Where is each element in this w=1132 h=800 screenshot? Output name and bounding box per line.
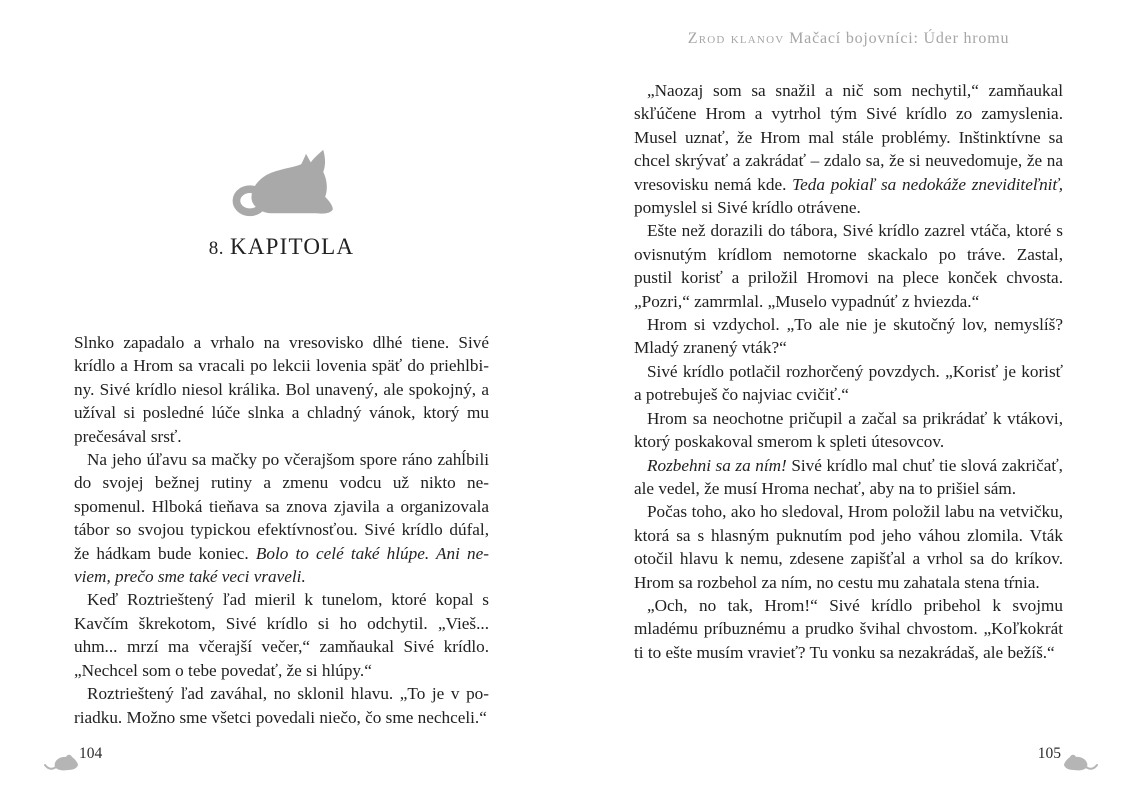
paragraph: [634, 219, 1063, 313]
paragraph: [634, 407, 1063, 454]
text-segment: Sivé krídlo mal chuť tie slová zakričať, ale vedel, že musí Hroma nechať, aby na to prišiel sám.: [634, 455, 1063, 498]
cat-silhouette-icon: [226, 147, 336, 219]
chapter-number: 8.: [208, 238, 225, 259]
text-segment: „Naozaj som sa snažil a nič som nechytil,“ zamňaukal skľúčene Hrom a vytrhol tým Sivé krídlo zo zamyslenia. Musel uznať, že Hrom mal stále problémy. Inštinktívne sa chcel skrývať a zakrádať – zdalo sa, že si neuvedomuje, že na vresovisku nemá kde.: [634, 81, 1063, 194]
paragraph: [634, 454, 1063, 501]
text-segment: „Och, no tak, Hrom!“ Sivé krídlo pribehol k svojmu mladému príbuznému a prudko švihal chvostom. „Koľkokrát ti to ešte musím vravieť? Tu vonku sa nezakrádaš, ale bežíš.“: [634, 595, 1063, 662]
paragraph: [74, 682, 489, 729]
mouse-body: [1064, 755, 1087, 771]
text-segment: Roztrieštený ľad zaváhal, no sklonil hlavu. „To je v poriadku. Možno sme všetci povedali niečo, čo sme nechceli.“: [74, 684, 489, 727]
mouse-body: [55, 755, 78, 771]
left-page-text: [74, 331, 489, 729]
text-segment: Slnko zapadalo a vrhalo na vresovisko dlhé tiene. Sivé krídlo a Hrom sa vracali po lekcii lovenia späť do priehlbiny. Sivé krídlo niesol králika. Bol unavený, ale spokojný, a užíval si posledné lúče slnka a chladný vánok, ktorý mu prečesával srsť.: [74, 333, 489, 446]
text-segment-italic: Teda pokiaľ sa nedokáže zneviditeľniť,: [792, 174, 1063, 194]
paragraph: [634, 313, 1063, 360]
chapter-heading: [74, 234, 489, 260]
paragraph: [74, 588, 489, 682]
paragraph: [634, 360, 1063, 407]
paragraph: [634, 500, 1063, 594]
text-segment: pomyslel si Sivé krídlo otrávene.: [634, 198, 861, 218]
mouse-silhouette-icon: [1063, 752, 1098, 774]
series-name: Zrod klanov: [687, 30, 785, 47]
mouse-tail: [1086, 765, 1097, 769]
text-segment: Sivé krídlo potlačil rozhorčený povzdych. „Korisť je korisť a potrebuješ čo najviac cvičiť.“: [634, 361, 1063, 405]
mouse-tail: [45, 765, 56, 769]
text-segment-italic: Bolo to celé také hlúpe. Ani neviem, prečo sme také veci vraveli.: [74, 543, 490, 587]
text-segment-italic: Rozbehni sa za ním!: [647, 455, 787, 475]
text-segment: Hrom si vzdychol. „To ale nie je skutočný lov, nemyslíš? Mladý zranený vták?“: [634, 315, 1063, 358]
book-title: Mačací bojovníci: Úder hromu: [784, 30, 1010, 47]
text-segment: Keď Roztrieštený ľad mieril k tunelom, ktoré kopal s Kavčím škrekotom, Sivé krídlo si ho odchytil. „Vieš... uhm... mrzí ma včerajší večer,“ zamňaukal Sivé krídlo. „Nechcel som o tebe povedať, že si hlúpy.“: [74, 590, 489, 680]
chapter-title: KAPITOLA: [230, 234, 355, 259]
paragraph: [74, 331, 489, 448]
cat-body: [251, 150, 332, 214]
text-segment: Na jeho úľavu sa mačky po včerajšom spore ráno zahĺbili do svojej bežnej rutiny a zmenu vodcu už nikto nespomenul. Hlboká tieňava sa znova zjavila a organizovala tábor so svojou typickou efektívnosťou. Sivé krídlo dúfal, že hádkam bude koniec.: [74, 450, 489, 563]
right-page-text: [634, 79, 1063, 664]
paragraph: [634, 594, 1063, 664]
page-number-right: 105: [1037, 745, 1061, 762]
text-segment: Hrom sa neochotne pričupil a začal sa prikrádať k vtákovi, ktorý poskakoval smerom k spleti útesovcov.: [634, 408, 1063, 452]
page-number-left: 104: [79, 745, 103, 762]
running-header: [634, 30, 1063, 48]
mouse-silhouette-icon: [44, 752, 79, 774]
paragraph: [634, 79, 1063, 219]
paragraph: [74, 448, 489, 588]
text-segment: Počas toho, ako ho sledoval, Hrom položil labu na vetvičku, ktorá sa s hlasným puknutím pod jeho váhou zlomila. Vták otočil hlavu k nemu, zdesene zapišťal a vrhol sa do kríkov. Hrom sa rozbehol za ním, no cestu mu zahatala stena tŕnia.: [634, 502, 1063, 592]
text-segment: Ešte než dorazili do tábora, Sivé krídlo zazrel vtáča, ktoré s ovisnutým krídlom nemotorne skackalo po tráve. Zastal, pustil korisť a priložil Hromovi na plece konček chvosta. „Pozri,“ zamrmlal. „Muselo vypadnúť z hviezda.“: [634, 221, 1063, 311]
